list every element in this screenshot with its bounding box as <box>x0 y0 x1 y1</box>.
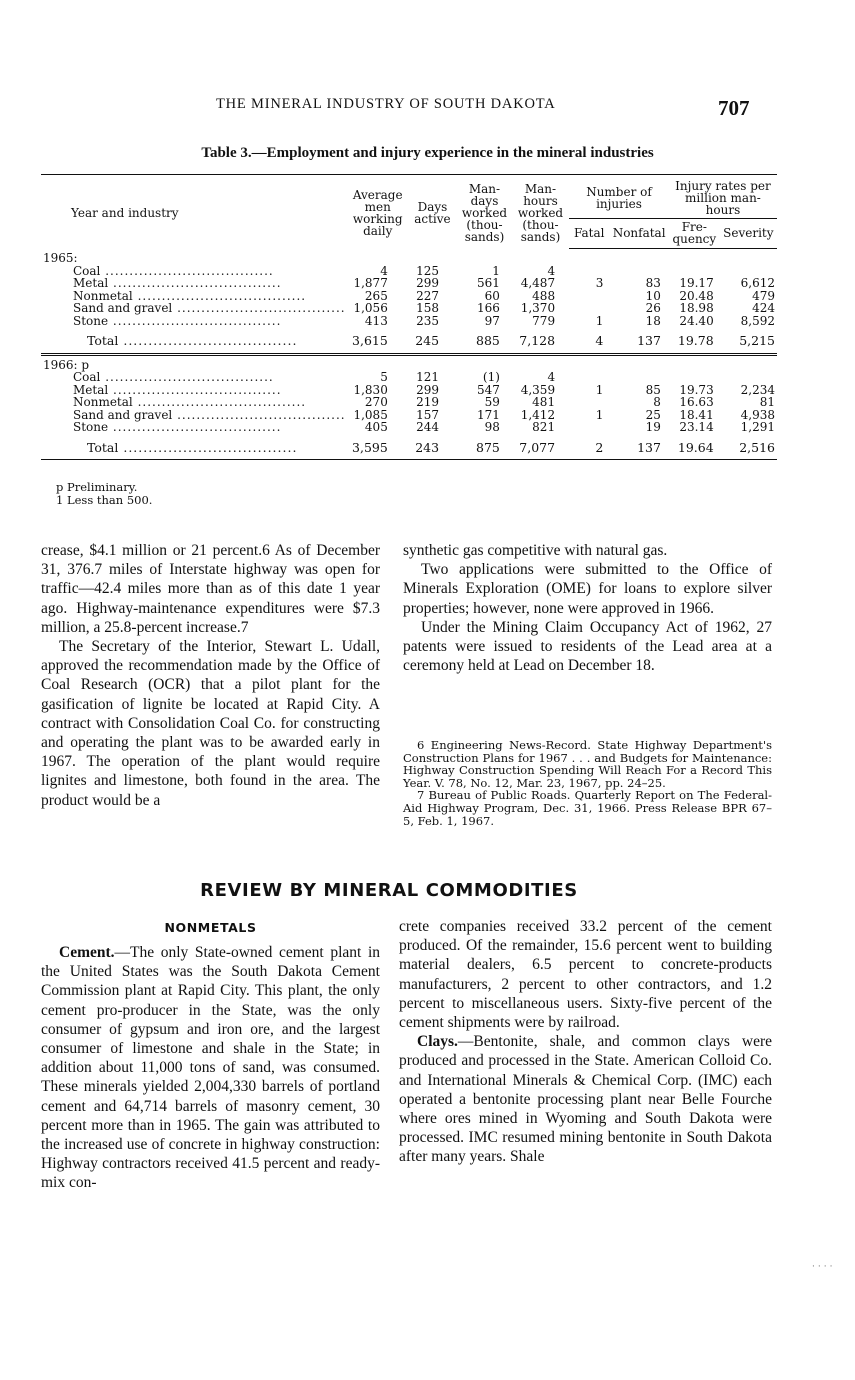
table-row: Coal ..... 4 125 1 4 <box>41 265 777 278</box>
upper-left-column <box>41 541 380 810</box>
note-preliminary: p Preliminary. <box>56 480 138 494</box>
footnotes <box>403 739 772 827</box>
header-days-active: Days active <box>408 175 457 249</box>
header-avg-men: Average men working daily <box>348 175 408 249</box>
header-frequency: Fre-quency <box>669 219 720 249</box>
table-row: Nonmetal ..... 270 219 59 481 8 16.63 81 <box>41 396 777 409</box>
upper-right-column <box>403 541 772 675</box>
table-title: Table 3.—Employment and injury experience in the mineral industries <box>201 145 654 161</box>
footnote-7: 7 Bureau of Public Roads. Quarterly Report on The Federal-Aid Highway Program, Dec. 31, 1966. Press Release BPR 67–5, Feb. 1, 1967. <box>403 788 772 828</box>
clays-text: —Bentonite, shale, and common clays were produced and processed in the State. American Colloid Co. and International Minerals & Chemical Corp. (IMC) each operated a bentonite processing plant near Belle Fourche where ores mined in Wyoming and South Dakota were processed. IMC resumed mining bentonite in South Dakota after many years. Shale <box>399 1033 772 1166</box>
paragraph: Two applications were submitted to the Office of Minerals Exploration (OME) for loans to explore silver properties; however, none were approved in 1966. <box>403 561 772 617</box>
paragraph: Under the Mining Claim Occupancy Act of 1962, 27 patents were issued to residents of the Lead area at a ceremony held at Lead on December 18. <box>403 618 772 675</box>
table-row: Stone ..... 413 235 97 779 1 18 24.40 8,592 <box>41 315 777 328</box>
table-row: Nonmetal ..... 265 227 60 488 10 20.48 479 <box>41 290 777 303</box>
total-row: Total ..... 3,595 243 875 7,077 2 137 19.64 2,516 <box>41 434 777 460</box>
year-label: 1965: <box>43 251 78 265</box>
lower-left-column <box>41 943 380 1193</box>
header-number-of-injuries: Number of injuries <box>569 175 669 219</box>
clays-paragraph <box>399 1032 772 1166</box>
header-nonfatal: Nonfatal <box>609 219 669 249</box>
total-row: Total ..... 3,615 245 885 7,128 4 137 19.78 5,215 <box>41 327 777 353</box>
decorative-dots: ···· <box>812 1262 836 1272</box>
paragraph: synthetic gas competitive with natural gas. <box>403 542 668 559</box>
header-injury-rates: Injury rates per million man-hours <box>669 175 777 219</box>
header-fatal: Fatal <box>569 219 609 249</box>
nonmetals-subheading: NONMETALS <box>164 920 257 935</box>
header-year-industry: Year and industry <box>41 175 348 249</box>
employment-injury-table <box>41 174 777 460</box>
paragraph: crease, $4.1 million or 21 percent.6 As of December 31, 376.7 miles of Interstate highway was open for traffic—42.4 miles more than as of this date 1 year ago. Highway-maintenance expenditures were $7.3 million, a 25.8-percent increase.7 <box>41 542 380 636</box>
table-row: Stone ..... 405 244 98 821 19 23.14 1,291 <box>41 421 777 434</box>
header-man-hours: Man-hours worked (thou-sands) <box>512 175 569 249</box>
paragraph: crete companies received 33.2 percent of the cement produced. Of the remainder, 15.6 percent went to building material dealers, 6.5 percent to concrete-products manufacturers, 2 percent to other contractors, and 1.2 percent to miscellaneous users. Sixty-five percent of the cement shipments were by railroad. <box>399 918 772 1032</box>
section-heading: REVIEW BY MINERAL COMMODITIES <box>200 880 578 901</box>
cement-text: —The only State-owned cement plant in the United States was the South Dakota Cement Commission plant at Rapid City. This plant, the only cement pro-producer in the State, was the only consumer of gypsum and iron ore, and the largest consumer of limestone and shale in the State; in addition about 11,000 tons of sand, was consumed. These minerals yielded 2,004,330 barrels of portland cement and 64,714 barrels of masonry cement, 30 percent more than in 1965. The gain was attributed to the increased use of concrete in highway construction: Highway contractors received 41.5 percent and ready-mix con- <box>41 944 380 1192</box>
paragraph: The Secretary of the Interior, Stewart L. Udall, approved the recommendation made by the Office of Coal Research (OCR) that a pilot plant for the gasification of lignite be located at Rapid City. A contract with Consolidation Coal Co. for constructing and operating the plant was to be awarded early in 1967. The operation of the plant would require lignites and limestone, both found in the area. The product would be a <box>41 638 380 809</box>
running-head: THE MINERAL INDUSTRY OF SOUTH DAKOTA <box>216 96 556 112</box>
clays-lead: Clays. <box>417 1033 458 1051</box>
table-row: Metal ..... 1,877 299 561 4,487 3 83 19.17 6,612 <box>41 277 777 290</box>
header-man-days: Man-days worked (thou-sands) <box>457 175 512 249</box>
cement-lead: Cement. <box>59 944 115 961</box>
lower-right-column <box>399 917 772 1167</box>
footnote-6: 6 Engineering News-Record. State Highway Department's Construction Plans for 1967 . . . and Budgets for Maintenance: Highway Construction Spending Will Reach For a Record This Year. V. 78, No. 12, Mar. 23, 1967, pp. 24–25. <box>403 738 772 790</box>
table-row: Coal ..... 5 121 (1) 4 <box>41 371 777 384</box>
page-number: 707 <box>718 96 750 120</box>
table-row: Sand and gravel ..... 1,056 158 166 1,370 26 18.98 424 <box>41 302 777 315</box>
header-severity: Severity <box>720 219 777 249</box>
note-less-than: 1 Less than 500. <box>56 493 153 507</box>
table-notes <box>56 481 152 507</box>
year-label: 1966: p <box>43 357 90 372</box>
table-row: Metal ..... 1,830 299 547 4,359 1 85 19.73 2,234 <box>41 384 777 397</box>
cement-paragraph <box>41 943 380 1193</box>
table-row: Sand and gravel ..... 1,085 157 171 1,412 1 25 18.41 4,938 <box>41 409 777 422</box>
